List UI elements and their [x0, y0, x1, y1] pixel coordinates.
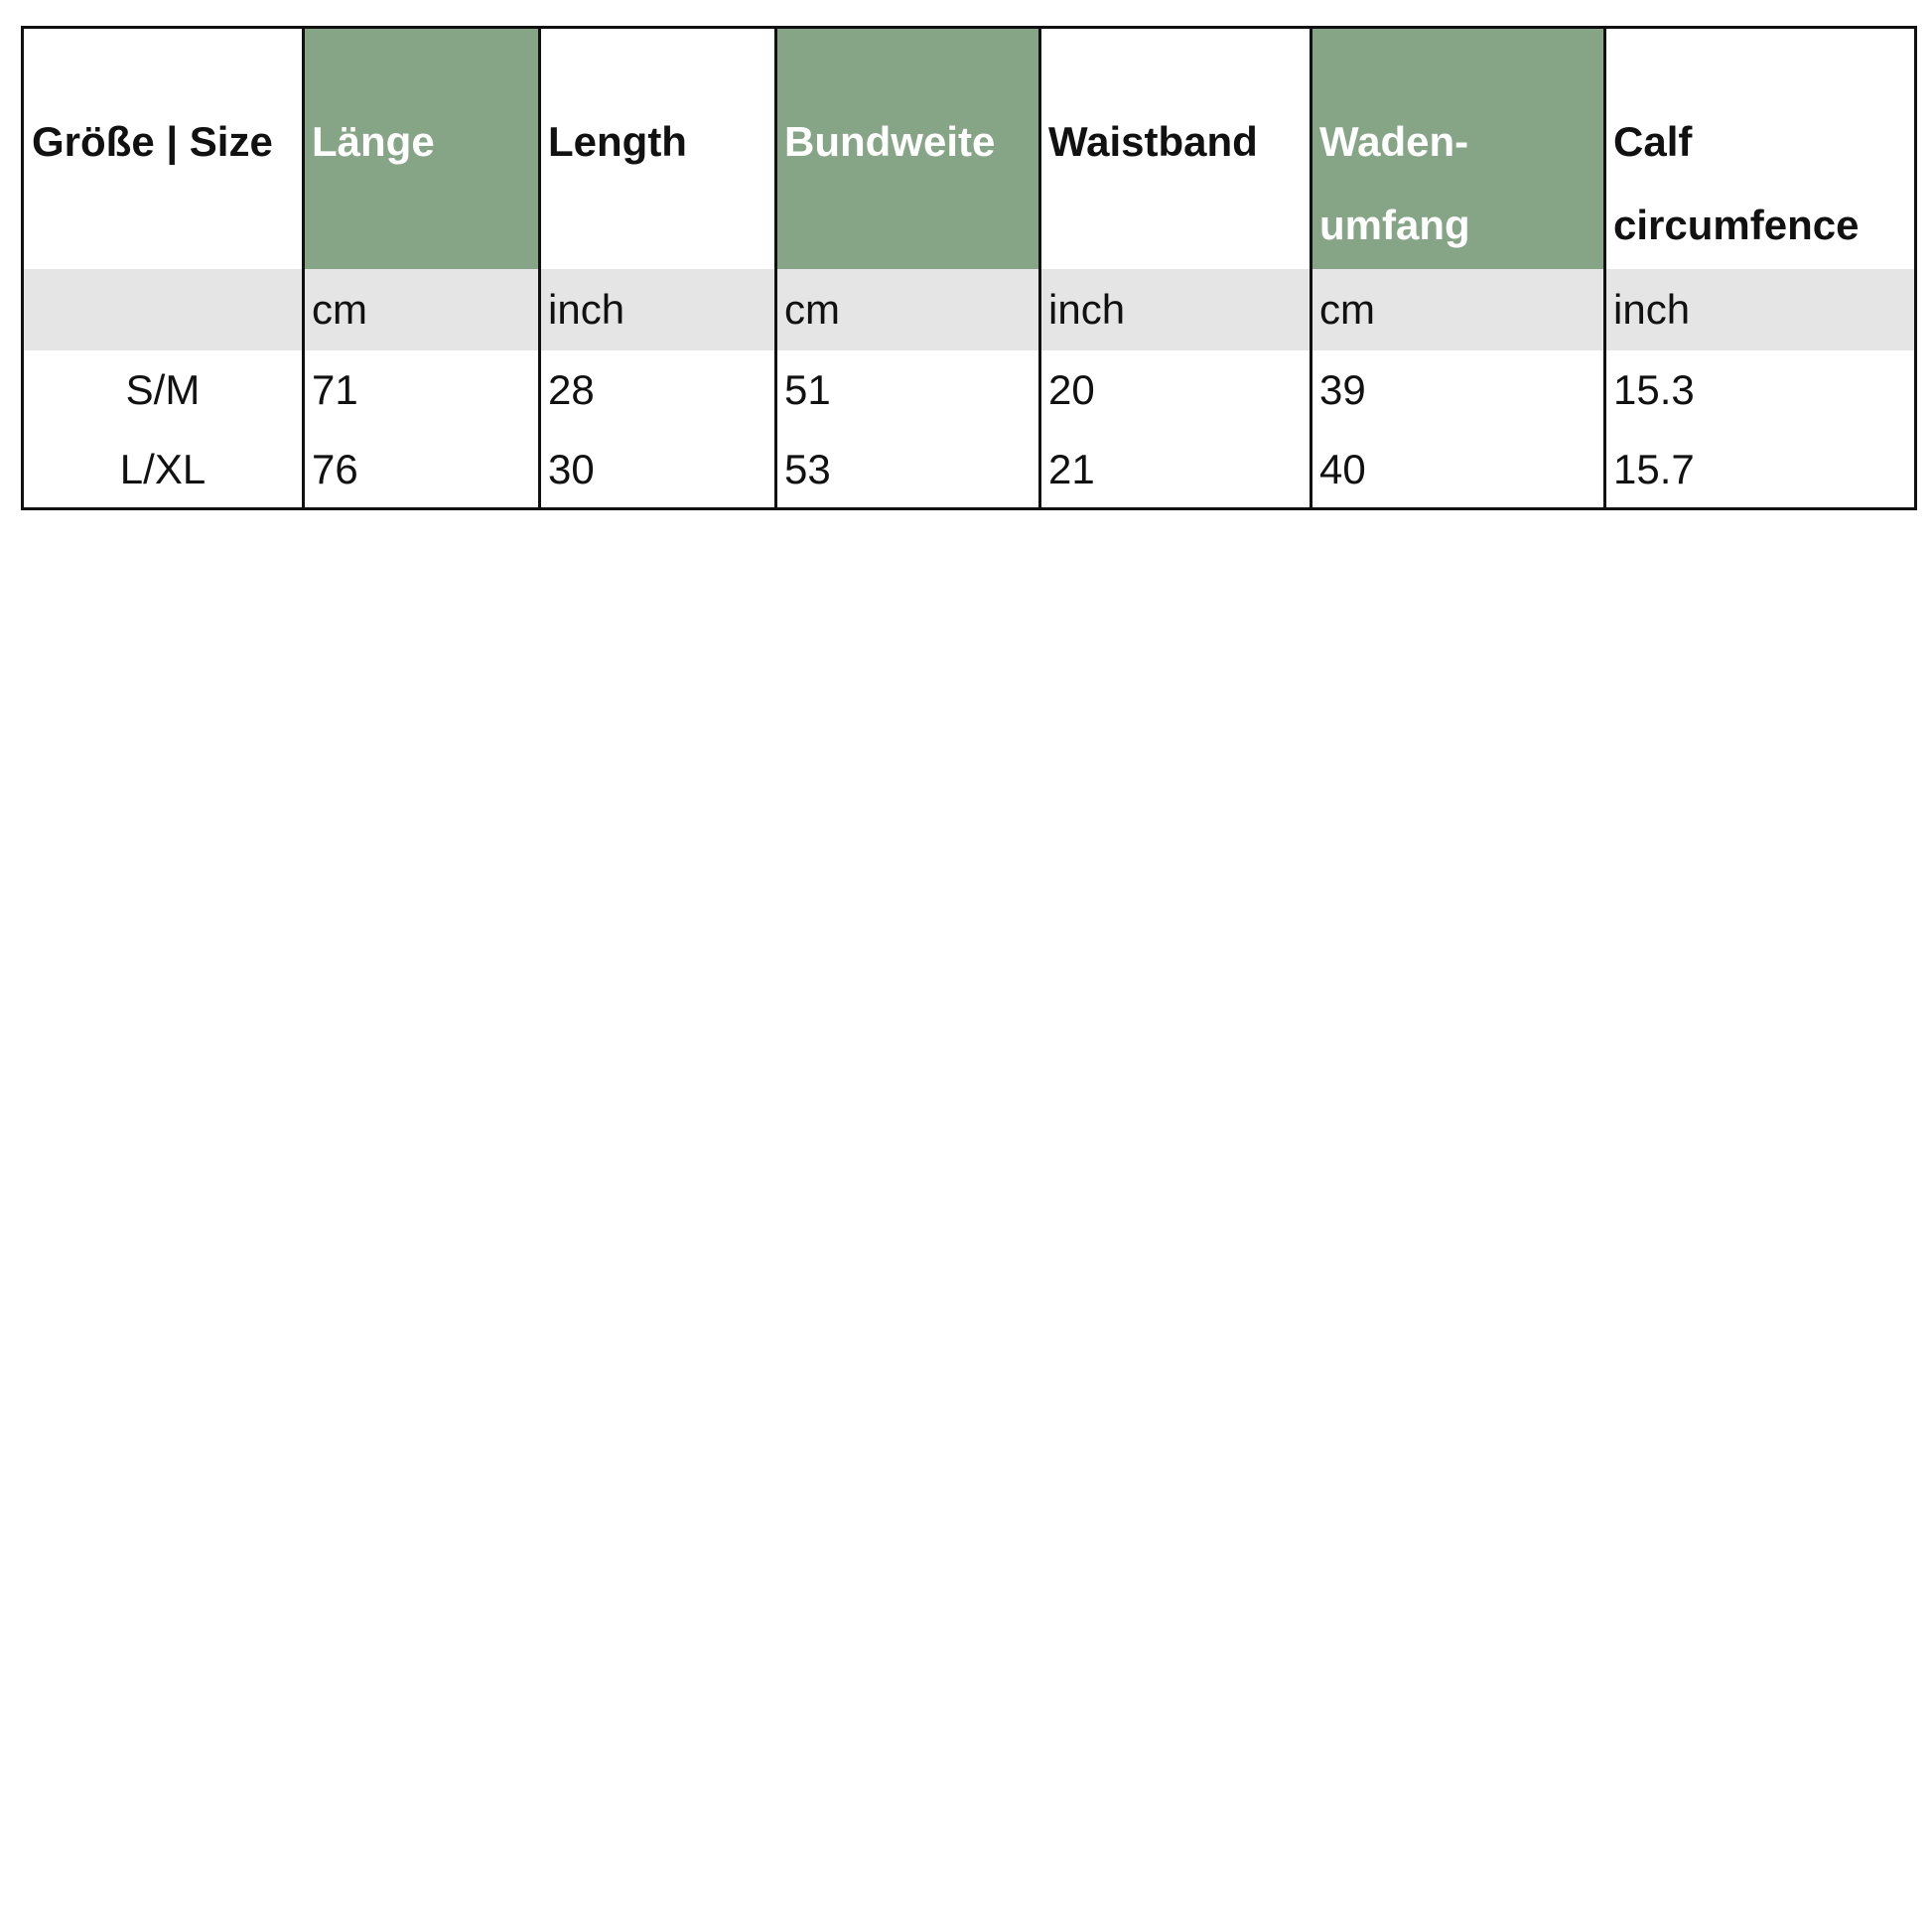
header-wadenumfang: [1311, 29, 1605, 269]
column-divider: [1603, 29, 1606, 507]
header-bundweite: [776, 29, 1040, 269]
header-laenge-label: Länge: [312, 118, 435, 165]
table-cell: 40: [1319, 446, 1366, 492]
table-cell: 15.7: [1613, 446, 1695, 492]
table-cell: 51: [784, 366, 831, 413]
column-divider: [538, 29, 541, 507]
header-laenge: [304, 29, 540, 269]
header-calf-circumference-label: Calf circumfence: [1613, 118, 1860, 248]
column-divider: [1310, 29, 1312, 507]
table-cell: 30: [548, 446, 595, 492]
header-wadenumfang-label: Waden- umfang: [1319, 118, 1470, 248]
header-waistband: [1040, 29, 1311, 269]
size-chart-table: [21, 26, 1917, 510]
unit-cell: cm: [1319, 286, 1375, 333]
column-divider: [774, 29, 777, 507]
header-bundweite-label: Bundweite: [784, 118, 996, 165]
column-divider: [1038, 29, 1041, 507]
size-label-sm: S/M: [125, 366, 201, 413]
table-cell: 28: [548, 366, 595, 413]
table-cell: 21: [1048, 446, 1095, 492]
unit-cell: inch: [1048, 286, 1126, 333]
unit-cell: cm: [784, 286, 840, 333]
size-label-lxl: L/XL: [119, 446, 207, 492]
table-cell: 39: [1319, 366, 1366, 413]
table-cell: 71: [312, 366, 358, 413]
table-cell: 20: [1048, 366, 1095, 413]
table-cell: 76: [312, 446, 358, 492]
column-divider: [302, 29, 305, 507]
header-length: [540, 29, 776, 269]
unit-cell: inch: [1613, 286, 1691, 333]
header-size: [24, 29, 302, 269]
table-cell: 53: [784, 446, 831, 492]
header-waistband-label: Waistband: [1048, 118, 1258, 165]
header-size-label: Größe | Size: [32, 118, 273, 165]
header-length-label: Length: [548, 118, 687, 165]
header-calf-circumference: [1605, 29, 1914, 269]
unit-cell: inch: [548, 286, 625, 333]
unit-cell: cm: [312, 286, 367, 333]
table-cell: 15.3: [1613, 366, 1695, 413]
